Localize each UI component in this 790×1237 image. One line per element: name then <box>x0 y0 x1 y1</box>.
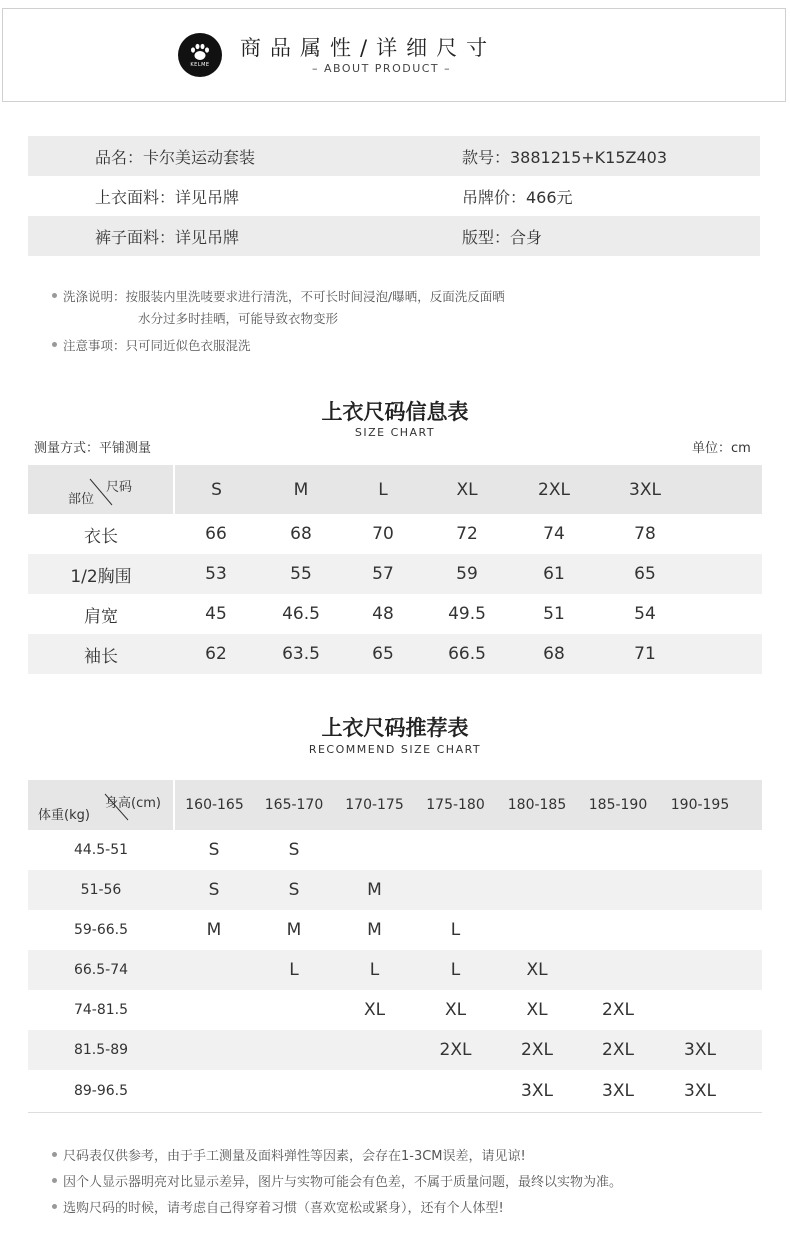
corner-weight-label: 体重(kg) <box>38 808 90 823</box>
table-row <box>28 950 762 990</box>
weight-cell: 66.5-74 <box>28 950 174 990</box>
size-col-header: M <box>258 465 344 514</box>
height-col-header: 165-170 <box>254 780 334 830</box>
size-col-header: S <box>174 465 258 514</box>
size-cell <box>415 1070 496 1112</box>
height-col-header: 175-180 <box>415 780 496 830</box>
height-col-header: 185-190 <box>578 780 658 830</box>
attribute-right: 款号：3881215+K15Z403 <box>462 147 668 167</box>
value-cell: 78 <box>634 524 656 544</box>
value-cell: 48 <box>372 604 394 624</box>
table-row <box>28 554 762 594</box>
corner-part-label: 部位 <box>68 492 95 507</box>
caution-text: 只可同近似色衣服混洗 <box>125 338 251 353</box>
wash-note <box>52 286 505 330</box>
size-cell: 3XL <box>684 1080 716 1101</box>
attribute-left: 裤子面料：详见吊牌 <box>95 227 240 247</box>
height-col-header: 190-195 <box>658 780 742 830</box>
height-col-header: 170-175 <box>334 780 415 830</box>
recommend-corner-cell <box>28 780 174 830</box>
size-cell <box>658 950 742 990</box>
diagonal-line <box>28 465 174 514</box>
size-cell <box>578 830 658 870</box>
size-cell <box>334 830 415 870</box>
height-col-header: 160-165 <box>174 780 254 830</box>
recommend-chart-subtitle: RECOMMEND SIZE CHART <box>308 743 482 756</box>
table-row <box>28 830 762 870</box>
wash-text-1: 按服装内里洗唛要求进行清洗，不可长时间浸泡/曝晒，反面洗反面晒 <box>125 289 505 304</box>
attribute-row <box>28 136 760 176</box>
wash-text-2: 水分过多时挂晒，可能导致衣物变形 <box>138 311 339 326</box>
size-cell: 2XL <box>578 1030 658 1070</box>
size-cell <box>254 1070 334 1112</box>
size-cell <box>658 910 742 950</box>
value-cell: 68 <box>512 634 596 674</box>
value-cell: 66.5 <box>422 634 512 674</box>
value-cell: 65 <box>596 554 694 594</box>
value-cell: 63.5 <box>258 634 344 674</box>
weight-cell: 89-96.5 <box>73 1082 129 1099</box>
paw-icon <box>189 43 211 61</box>
height-col-header: 180-185 <box>496 780 578 830</box>
corner-height-label: 身高(cm) <box>105 796 161 811</box>
value-cell: 72 <box>456 524 478 544</box>
value-cell: 46.5 <box>282 604 320 624</box>
caution-note <box>52 335 251 357</box>
footnote-text: 选购尺码的时候，请考虑自己得穿着习惯（喜欢宽松或紧身），还有个人体型! <box>63 1201 504 1216</box>
value-cell: 57 <box>344 554 422 594</box>
page-subtitle: – ABOUT PRODUCT – <box>312 62 452 75</box>
size-cell: 3XL <box>658 1030 742 1070</box>
size-cell: S <box>208 840 220 860</box>
size-cell <box>496 910 578 950</box>
size-cell <box>578 910 658 950</box>
recommend-chart-table <box>28 780 762 1113</box>
size-corner-cell <box>28 465 174 514</box>
footnote-item <box>52 1196 622 1222</box>
size-cell <box>578 870 658 910</box>
value-cell: 55 <box>258 554 344 594</box>
size-cell <box>415 870 496 910</box>
size-col-header: L <box>344 465 422 514</box>
weight-cell: 74-81.5 <box>73 1002 129 1018</box>
table-row <box>28 594 762 634</box>
size-col-header: 3XL <box>596 465 694 514</box>
value-cell: 66 <box>205 524 227 544</box>
size-cell: M <box>334 870 415 910</box>
size-cell: L <box>334 950 415 990</box>
attribute-row <box>28 216 760 256</box>
size-cell: 2XL <box>496 1030 578 1070</box>
table-row <box>28 514 762 554</box>
size-cell: 2XL <box>602 1000 634 1020</box>
size-cell <box>254 1030 334 1070</box>
value-cell: 70 <box>372 524 394 544</box>
attribute-row <box>28 176 760 216</box>
size-cell <box>496 830 578 870</box>
bullet-icon <box>52 342 57 347</box>
bullet-icon <box>52 1204 57 1209</box>
size-cell <box>174 1030 254 1070</box>
caution-label: 注意事项： <box>63 338 126 353</box>
part-cell: 1/2胸围 <box>28 554 174 594</box>
wash-label: 洗涤说明： <box>63 289 126 304</box>
size-cell: M <box>286 920 302 940</box>
size-cell <box>174 1070 254 1112</box>
size-cell: XL <box>496 950 578 990</box>
unit-label: 单位：cm <box>692 441 751 456</box>
size-col-header: 2XL <box>512 465 596 514</box>
size-cell: XL <box>363 1000 386 1020</box>
measure-method: 测量方式：平铺测量 <box>34 441 152 456</box>
value-cell: 49.5 <box>448 604 486 624</box>
table-row <box>28 1030 762 1070</box>
size-cell <box>334 1030 415 1070</box>
size-chart-title: 上衣尺码信息表 <box>321 400 469 424</box>
size-cell: 3XL <box>521 1080 553 1101</box>
size-cell <box>174 950 254 990</box>
value-cell: 51 <box>543 604 565 624</box>
size-cell: S <box>254 870 334 910</box>
size-header-row <box>28 465 762 514</box>
weight-cell: 59-66.5 <box>73 922 129 938</box>
size-cell <box>658 870 742 910</box>
brand-logo <box>178 33 222 77</box>
size-cell <box>174 990 254 1030</box>
size-cell: L <box>254 950 334 990</box>
part-cell: 袖长 <box>28 634 174 674</box>
size-cell <box>496 870 578 910</box>
attribute-right: 版型：合身 <box>462 227 543 247</box>
size-cell <box>254 990 334 1030</box>
part-cell: 肩宽 <box>84 606 118 627</box>
value-cell: 61 <box>512 554 596 594</box>
corner-size-label: 尺码 <box>106 480 133 495</box>
bullet-icon <box>52 1178 57 1183</box>
weight-cell: 44.5-51 <box>73 842 129 858</box>
recommend-chart-title: 上衣尺码推荐表 <box>321 716 469 740</box>
size-cell <box>578 950 658 990</box>
size-cell: S <box>174 870 254 910</box>
size-cell: L <box>450 920 461 940</box>
table-row <box>28 870 762 910</box>
size-cell: 2XL <box>415 1030 496 1070</box>
table-row <box>28 990 762 1030</box>
footnote-text: 因个人显示器明亮对比显示差异，图片与实物可能会有色差，不属于质量问题，最终以实物为准。 <box>63 1175 623 1190</box>
size-cell <box>658 990 742 1030</box>
attribute-left: 品名：卡尔美运动套装 <box>95 147 256 167</box>
attribute-table <box>28 136 760 256</box>
value-cell: 59 <box>422 554 512 594</box>
value-cell: 53 <box>174 554 258 594</box>
table-row <box>28 910 762 950</box>
value-cell: 65 <box>344 634 422 674</box>
size-cell: XL <box>526 1000 548 1020</box>
value-cell: 45 <box>205 604 227 624</box>
bullet-icon <box>52 1152 57 1157</box>
table-row <box>28 634 762 674</box>
value-cell: 54 <box>634 604 656 624</box>
table-row <box>28 1070 762 1112</box>
value-cell: 68 <box>290 524 312 544</box>
size-chart-subtitle: SIZE CHART <box>354 426 436 439</box>
size-cell: XL <box>444 1000 467 1020</box>
footnote-item <box>52 1170 622 1196</box>
size-cell: 3XL <box>602 1080 634 1101</box>
size-cell: M <box>206 920 222 940</box>
value-cell: 71 <box>596 634 694 674</box>
size-col-header: XL <box>422 465 512 514</box>
weight-cell: 81.5-89 <box>28 1030 174 1070</box>
size-cell <box>334 1070 415 1112</box>
size-cell <box>658 830 742 870</box>
size-cell: S <box>288 840 300 860</box>
bullet-icon <box>52 293 57 298</box>
recommend-header-row <box>28 780 762 830</box>
attribute-left: 上衣面料：详见吊牌 <box>95 187 240 207</box>
weight-cell: 51-56 <box>28 870 174 910</box>
part-cell: 衣长 <box>84 526 118 547</box>
size-cell: L <box>415 950 496 990</box>
attribute-right: 吊牌价：466元 <box>462 187 573 207</box>
value-cell: 74 <box>543 524 565 544</box>
footnotes <box>52 1144 622 1222</box>
size-cell <box>415 830 496 870</box>
page-title: 商品属性/详细尺寸 <box>240 36 497 60</box>
value-cell: 62 <box>174 634 258 674</box>
size-chart-table <box>28 465 762 674</box>
size-cell: M <box>367 920 382 940</box>
footnote-item <box>52 1144 622 1170</box>
footnote-text: 尺码表仅供参考，由于手工测量及面料弹性等因素，会存在1-3CM误差，请见谅! <box>63 1149 526 1164</box>
brand-name: KELME <box>190 61 210 68</box>
